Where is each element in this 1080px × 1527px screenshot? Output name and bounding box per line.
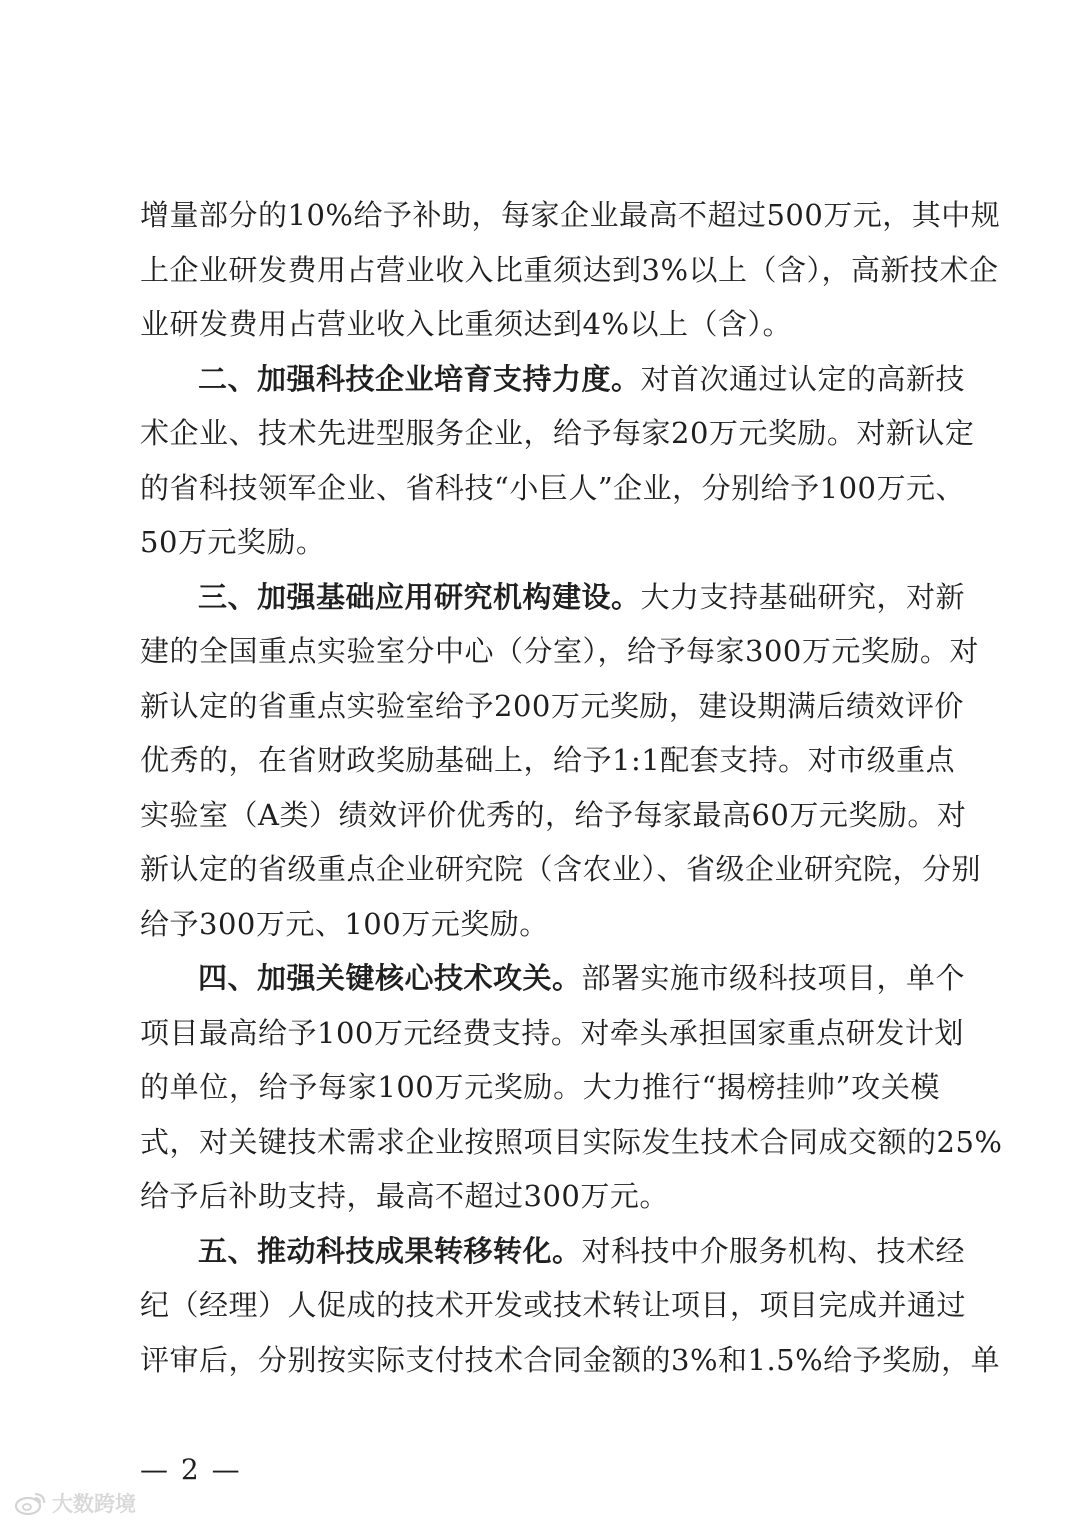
text-span: 大力支持基础研究，对新: [640, 579, 966, 614]
section-heading: 四、加强关键核心技术攻关。: [198, 961, 582, 995]
watermark-text: 大数跨境: [52, 1492, 136, 1516]
section-heading: 五、推动科技成果转移转化。: [198, 1233, 582, 1268]
weibo-logo-icon: [14, 1490, 48, 1516]
text-line: [140, 1224, 966, 1279]
paragraph-2: [140, 352, 975, 570]
paragraph-1: [140, 188, 1001, 352]
text-line: 评审后，分别按实际支付技术合同金额的3%和1.5%给予奖励，单: [140, 1342, 1001, 1377]
text-span: 部署实施市级科技项目，单个: [581, 961, 966, 995]
text-line: 的单位，给予每家100万元奖励。大力推行“揭榜挂帅”攻关模: [140, 1070, 940, 1104]
text-line: [140, 352, 966, 407]
text-line: [140, 570, 966, 625]
section-heading: 三、加强基础应用研究机构建设。: [198, 579, 641, 614]
paragraph-5: [140, 1224, 1001, 1388]
text-line: 优秀的，在省财政奖励基础上，给予1:1配套支持。对市级重点: [140, 743, 956, 777]
text-line: 给予后补助支持，最高不超过300万元。: [140, 1179, 669, 1213]
text-line: 给予300万元、100万元奖励。: [140, 906, 549, 941]
text-line: 建的全国重点实验室分中心（分室），给予每家300万元奖励。对: [140, 634, 979, 668]
text-line: 上企业研发费用占营业收入比重须达到3%以上（含），高新技术企: [140, 252, 999, 287]
watermark: [14, 1486, 136, 1520]
text-line: 新认定的省级重点企业研究院（含农业）、省级企业研究院，分别: [140, 852, 982, 886]
text-span: 对科技中介服务机构、技术经: [581, 1233, 966, 1268]
document-body: [140, 188, 1003, 1387]
section-heading: 二、加强科技企业培育支持力度。: [198, 361, 641, 396]
text-line: 纪（经理）人促成的技术开发或技术转让项目，项目完成并通过: [140, 1288, 967, 1322]
text-line: 式，对关键技术需求企业按照项目实际发生技术合同成交额的25%: [140, 1124, 1003, 1159]
text-line: 术企业、技术先进型服务企业，给予每家20万元奖励。对新认定: [140, 416, 975, 450]
text-line: 业研发费用占营业收入比重须达到4%以上（含）。: [140, 307, 793, 341]
text-line: 50万元奖励。: [140, 525, 326, 559]
paragraph-3: [140, 570, 982, 952]
text-line: 增量部分的10%给予补助，每家企业最高不超过500万元，其中规: [140, 198, 1001, 232]
page-number: — 2 —: [140, 1453, 242, 1486]
text-line: 项目最高给予100万元经费支持。对牵头承担国家重点研发计划: [140, 1015, 964, 1050]
text-line: 新认定的省重点实验室给予200万元奖励，建设期满后绩效评价: [140, 688, 964, 723]
text-line: 实验室（A类）绩效评价优秀的，给予每家最高60万元奖励。对: [140, 797, 967, 832]
text-line: 的省科技领军企业、省科技“小巨人”企业，分别给予100万元、: [140, 470, 966, 505]
text-line: [140, 951, 966, 1006]
paragraph-4: [140, 951, 1003, 1224]
text-span: 对首次通过认定的高新技: [640, 361, 966, 396]
